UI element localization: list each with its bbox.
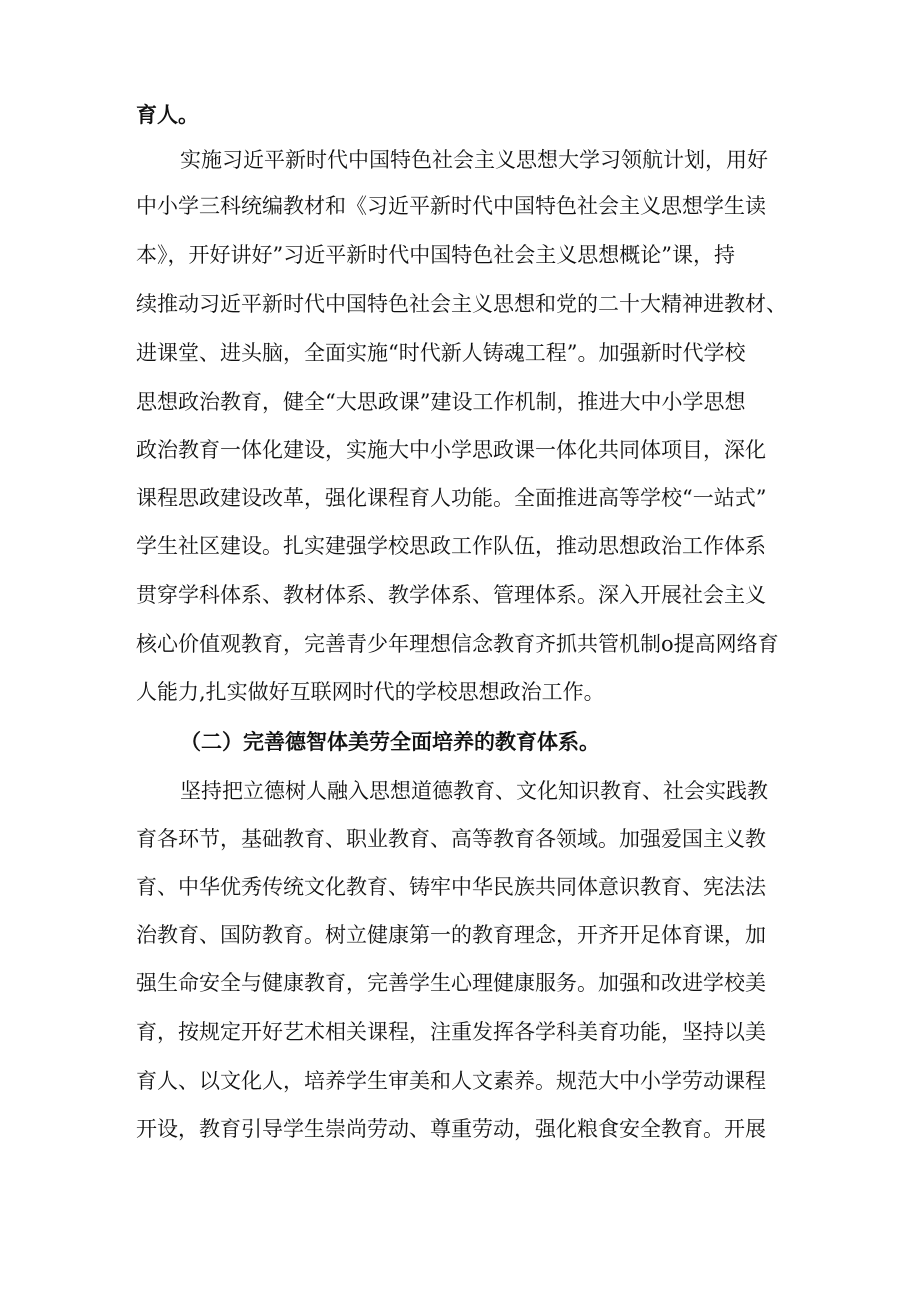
text-line <box>0 95 920 135</box>
paragraph-line: 实施习近平新时代中国特色社会主义思想大学习领航计划，用好 <box>180 148 768 172</box>
paragraph-line: 思想政治教育，健全“大思政课”建设工作机制，推进大中小学思想 <box>136 390 746 414</box>
paragraph-line: 育，按规定开好艺术相关课程，注重发挥各学科美育功能，坚持以美 <box>136 1020 766 1044</box>
paragraph-line: 中小学三科统编教材和《习近平新时代中国特色社会主义思想学生读 <box>136 194 766 218</box>
paragraph-line: 核心价值观教育，完善青少年理想信念教育齐抓共管机制o提高网络育 <box>136 632 779 656</box>
text-line <box>0 771 920 811</box>
text-line <box>0 963 920 1003</box>
text-line <box>0 333 920 373</box>
text-line <box>0 382 920 422</box>
text-line <box>0 526 920 566</box>
text-line <box>0 235 920 275</box>
text-line <box>0 672 920 712</box>
text-line <box>0 186 920 226</box>
text-line <box>0 1109 920 1149</box>
text-line <box>0 915 920 955</box>
text-line <box>0 478 920 518</box>
text-line <box>0 819 920 859</box>
paragraph-line: 开设，教育引导学生崇尚劳动、尊重劳动，强化粮食安全教育。开展 <box>136 1117 766 1141</box>
text-line <box>0 867 920 907</box>
text-line <box>0 575 920 615</box>
paragraph-line: 政治教育一体化建设，实施大中小学思政课一体化共同体项目，深化 <box>136 438 766 462</box>
text-line <box>0 430 920 470</box>
paragraph-continuation: 育人。 <box>136 102 199 127</box>
text-line <box>0 722 920 762</box>
paragraph-line: 贯穿学科体系、教材体系、教学体系、管理体系。深入开展社会主义 <box>136 583 766 607</box>
paragraph-line: 坚持把立德树人融入思想道德教育、文化知识教育、社会实践教 <box>180 779 768 803</box>
text-line <box>0 1012 920 1052</box>
text-line <box>0 284 920 324</box>
text-line <box>0 140 920 180</box>
paragraph-line: 学生社区建设。扎实建强学校思政工作队伍，推动思想政治工作体系 <box>136 534 766 558</box>
paragraph-line: 强生命安全与健康教育，完善学生心理健康服务。加强和改进学校美 <box>136 971 766 995</box>
paragraph-line: 育人、以文化人，培养学生审美和人文素养。规范大中小学劳动课程 <box>136 1069 766 1093</box>
paragraph-line: 育各环节，基础教育、职业教育、高等教育各领域。加强爱国主义教 <box>136 827 766 851</box>
paragraph-line: 育、中华优秀传统文化教育、铸牢中华民族共同体意识教育、宪法法 <box>136 875 766 899</box>
paragraph-line: 本》，开好讲好”习近平新时代中国特色社会主义思想概论”课，持 <box>136 243 735 267</box>
paragraph-line: 治教育、国防教育。树立健康第一的教育理念，开齐开足体育课，加 <box>136 923 766 947</box>
text-line <box>0 624 920 664</box>
section-heading: （二）完善德智体美劳全面培养的教育体系。 <box>180 729 600 754</box>
text-line <box>0 1061 920 1101</box>
paragraph-line: 人能力,扎实做好互联网时代的学校思想政治工作。 <box>136 680 605 704</box>
paragraph-line: 课程思政建设改革，强化课程育人功能。全面推进高等学校“一站式” <box>136 486 767 510</box>
paragraph-line: 续推动习近平新时代中国特色社会主义思想和党的二十大精神进教材、 <box>136 292 787 316</box>
paragraph-line: 进课堂、进头脑，全面实施“时代新人铸魂工程”。加强新时代学校 <box>136 341 746 365</box>
